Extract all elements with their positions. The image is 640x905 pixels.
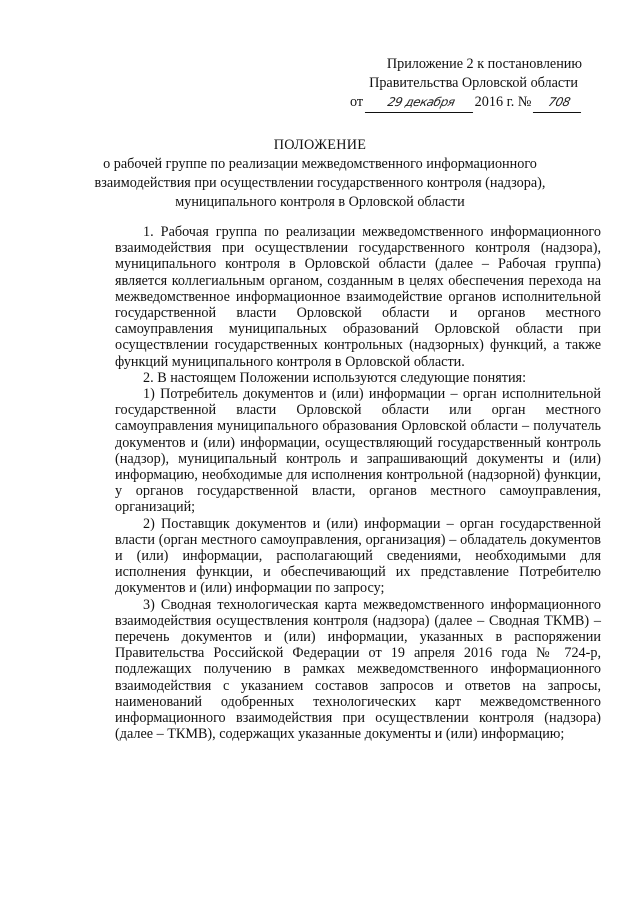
paragraph-definition-2: 2) Поставщик документов и (или) информации – орган государственной власти (орган местного самоуправления, организация) – обладатель документов и (или) информации, располагающий сведениями, необходимыми для исполнения функции, и обеспечивающий их представление Потребителю документов и (или) информации по запросу; [115,515,601,597]
title-heading: ПОЛОЖЕНИЕ [273,137,367,153]
from-label: от [350,94,364,110]
document-body [115,224,601,743]
appendix-line-1: Приложение 2 к постановлению [386,56,582,72]
paragraph-definition-3: 3) Сводная технологическая карта межведомственного информационного взаимодействия осуществления контроля (надзора) (далее – Сводная ТКМВ) – перечень документов и (или) информации, указанных в распоряжении Правительства Российской Федерации от 19 апреля 2016 года № 724-р, подлежащих получению в рамках межведомственного информационного взаимодействия с указанием составов запросов и ответов на запросы, наименований одобренных технологических карт межведомственного информационного взаимодействия при осуществлении контроля (надзора) (далее – ТКМВ), содержащих указанные документы и (или) информацию; [115,596,601,743]
appendix-date-line [350,93,590,113]
paragraph-definition-1: 1) Потребитель документов и (или) информации – орган исполнительной государственной власти Орловской области или орган местного самоуправления муниципального образования Орловской области – получатель документов и (или) информации, осуществляющий государственный контроль (надзор), муниципальный контроль и запрашивающий документы и (или) информацию, необходимые для исполнения контрольной (надзорной) функции, у органов государственной власти, органов местного самоуправления, организаций; [115,386,601,516]
paragraph-1: 1. Рабочая группа по реализации межведомственного информационного взаимодействия при осуществлении государственного контроля (надзора), муниципального контроля в Орловской области (далее – Рабочая группа) является коллегиальным органом, созданным в целях обеспечения перехода на межведомственное информационное взаимодействие органов исполнительной государственной власти Орловской области и органов местного самоуправления муниципальных образований Орловской области при осуществлении государственных контрольных (надзорных) функций, а также функций муниципального контроля в Орловской области. [115,224,601,370]
document-title [0,136,640,212]
handwritten-date: 29 декабря [365,93,477,113]
appendix-line-2: Правительства Орловской области [369,75,578,91]
year-label: 2016 г. № [474,94,532,110]
title-line-3: муниципального контроля в Орловской области [175,194,465,210]
title-line-2: взаимодействия при осуществлении государственного контроля (надзора), [94,175,546,191]
appendix-block [350,55,590,113]
handwritten-number: 708 [533,93,585,113]
title-line-1: о рабочей группе по реализации межведомственного информационного [103,156,537,172]
paragraph-2: 2. В настоящем Положении используются следующие понятия: [143,369,527,386]
